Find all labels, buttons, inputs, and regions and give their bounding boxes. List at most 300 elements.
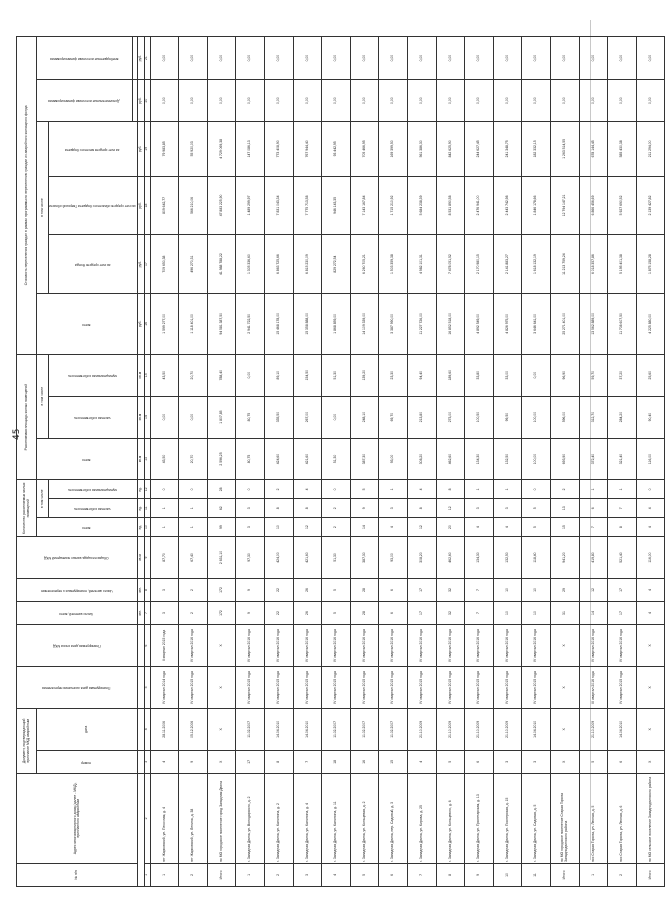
total-row-cell: X	[550, 666, 579, 708]
table-row-cell: 80,75	[236, 396, 265, 438]
table-row-cell: 12	[293, 518, 322, 537]
table-row-cell: 9	[465, 863, 494, 886]
header-count-municipal: муниципальная собственность	[49, 480, 138, 499]
table-row-cell: 0,00	[522, 37, 551, 80]
table-row-cell: г. Западная Двина, ул. Калинина, д. 2	[265, 773, 294, 863]
table-row-cell: 33,00	[493, 354, 522, 396]
table-row-cell: 0,00	[179, 80, 208, 122]
table-row-cell: 3 387 990,00	[379, 293, 408, 354]
table-row-cell: г. Западная Двина, ул. Садовая, д. 5	[522, 773, 551, 863]
column-number-row-cell: 20	[144, 80, 150, 122]
total-row-cell: 41 988 788,22	[207, 235, 236, 294]
table-row-cell: г. Западная Двина, ул. Кирова, д. 25	[407, 773, 436, 863]
table-row-cell: 10	[522, 602, 551, 625]
table-row-cell: 8	[608, 518, 637, 537]
table-row	[522, 37, 551, 887]
total-row-cell: по МО городское поселение город Западная Двина	[207, 773, 236, 863]
header-area-incl: в том числе	[37, 354, 49, 438]
table-row-cell: 1	[493, 480, 522, 499]
table-row-cell: 678 144,45	[579, 122, 608, 176]
header-residents-planned: Число жителей, планируемых к переселению	[17, 578, 138, 601]
table-row-cell: IV квартал 2015 года	[322, 666, 351, 708]
table-row	[265, 37, 294, 887]
total-row-cell: 13	[550, 499, 579, 518]
unit-cell: кв.м	[138, 438, 144, 480]
table-row-cell: 1	[465, 480, 494, 499]
table-row-cell: 15 358 888,00	[293, 293, 322, 354]
table-row-cell: 9	[350, 499, 379, 518]
table-row-cell: IV квартал 2016 года	[493, 625, 522, 667]
table-row-cell: 5	[436, 750, 465, 773]
table-row-cell: 2 476 941,00	[465, 176, 494, 235]
table-row-cell: 3	[465, 499, 494, 518]
table-row-cell: 8	[265, 750, 294, 773]
table-row-cell: IV квартал 2015 года	[265, 666, 294, 708]
table-row-cell: 566 210,06	[179, 176, 208, 235]
table-row-cell: 69,70	[379, 396, 408, 438]
table-row-cell: 1	[608, 480, 637, 499]
column-number-row-cell: 17	[144, 235, 150, 294]
table-header	[17, 37, 138, 887]
header-residents: Число жителей, всего	[17, 602, 138, 625]
table-row-cell: 1 868 859,00	[322, 293, 351, 354]
table-row-cell: 421,60	[293, 438, 322, 480]
unit-cell: кв.м	[138, 537, 144, 579]
table-row-cell: 9	[236, 602, 265, 625]
table-row	[407, 37, 436, 887]
header-premises-area: Расселяемая площадь жилых помещений	[17, 354, 37, 480]
table-row-cell: 20,70	[179, 438, 208, 480]
table-row-cell: 0,00	[322, 37, 351, 80]
header-area-sum: всего	[37, 438, 138, 480]
table-row-cell: 79 983,85	[150, 122, 179, 176]
rotated-page-area	[16, 36, 652, 887]
table-row-cell: 0,00	[150, 80, 179, 122]
total-row-cell: 0,00	[207, 37, 236, 80]
total-row-cell: 1 263 514,55	[550, 122, 579, 176]
table-row-cell: 20,70	[179, 354, 208, 396]
table-row-cell: 87,70	[150, 537, 179, 579]
table-row-cell: 21.10.2009	[436, 708, 465, 750]
table-row-cell: 0,00	[265, 80, 294, 122]
table-row	[465, 37, 494, 887]
table-row-cell: 134,30	[465, 438, 494, 480]
table-row-cell: 1	[150, 863, 179, 886]
table-row	[322, 37, 351, 887]
table-row-cell: 14.04.2010	[265, 708, 294, 750]
total-row-cell: X	[207, 625, 236, 667]
total-row	[207, 37, 236, 887]
table-row-cell: 6 815 230,09	[293, 235, 322, 294]
table-row-cell: 93 442,95	[322, 122, 351, 176]
table-row-cell: 0	[179, 480, 208, 499]
table-row-cell: IV квартал 2016 года	[350, 625, 379, 667]
total-row-cell: 47 883 225,90	[207, 176, 236, 235]
table-row-cell: г. Западная Двина, ул. Кольцевого, д. 6	[436, 773, 465, 863]
total-row-cell: 4 225 880,00	[636, 293, 665, 354]
table-row	[379, 37, 408, 887]
table-row-cell: 5	[522, 518, 551, 537]
header-address: Адрес многоквартирного дома (далее - МКД), признанного аварийным	[17, 773, 138, 863]
table-row-cell: пос Старая Торопа, ул. Лесная, д. 6	[608, 773, 637, 863]
column-number-row-cell: 8	[144, 578, 150, 601]
table-row-cell: 0,00	[293, 37, 322, 80]
table-row-cell: 0,00	[465, 80, 494, 122]
table-row-cell: 248,10	[350, 396, 379, 438]
table-row-cell: 94,40	[407, 354, 436, 396]
table-row-cell: 6	[379, 863, 408, 886]
table-row-cell: 28	[350, 602, 379, 625]
table-row-cell: 5	[322, 602, 351, 625]
table-row	[350, 37, 379, 887]
header-count-incl: в том числе	[37, 480, 49, 518]
total-row-cell: 0,00	[636, 80, 665, 122]
table-row-cell: 7 143 167,84	[350, 176, 379, 235]
table-row-cell: 308,20	[407, 438, 436, 480]
table-row-cell: 59,70	[579, 354, 608, 396]
total-row-cell: X	[207, 708, 236, 750]
column-number-row-cell: 16	[144, 293, 150, 354]
table-row-cell: 22	[265, 578, 294, 601]
table-row-cell: II квартал 2015 года	[150, 625, 179, 667]
table-row-cell: 134,30	[465, 537, 494, 579]
table-row-cell: 213,80	[407, 396, 436, 438]
total-row-cell: 4	[636, 602, 665, 625]
table-row-cell: 7	[465, 578, 494, 601]
header-doc-number: номер	[37, 750, 138, 773]
table-row-cell: 387,30	[350, 438, 379, 480]
header-area-private: частная собственность	[49, 396, 138, 438]
table-row-cell: 2	[265, 863, 294, 886]
table-row-cell: 312,70	[579, 396, 608, 438]
table-row-cell: 10	[493, 578, 522, 601]
table-row-cell: 93,00	[379, 438, 408, 480]
table-row-cell: 23,30	[379, 354, 408, 396]
table-row-cell: IV квартал 2015 года	[436, 666, 465, 708]
total-row-cell: X	[550, 750, 579, 773]
total-row-cell: 4	[636, 518, 665, 537]
table-row-cell: г. Западная Двина, ул. Пионерская, д. 15	[493, 773, 522, 863]
table-row-cell: 6	[465, 750, 494, 773]
table-row-cell: 0	[150, 480, 179, 499]
table-row-cell: 0,00	[322, 80, 351, 122]
table-row-cell: 0,00	[179, 37, 208, 80]
table-row-cell: 1	[150, 499, 179, 518]
table-row-cell: 6 260 705,21	[350, 235, 379, 294]
table-row-cell: 0,00	[493, 80, 522, 122]
table-row-cell: 4 826 975,00	[493, 293, 522, 354]
table-row-cell: IV квартал 2016 года	[608, 625, 637, 667]
table-row-cell: 7 775 713,58	[293, 176, 322, 235]
header-area-municipal: муниципальная собственность	[49, 354, 138, 396]
column-number-row-cell: 1	[144, 863, 150, 886]
table-row-cell: 1 618 132,19	[522, 235, 551, 294]
table-row-cell: г. Западная Двина, пер. Садовый, д. 3	[379, 773, 408, 863]
table-row-cell: 0,00	[493, 37, 522, 80]
table-row-cell: 12	[579, 578, 608, 601]
header-count-total: всего	[37, 518, 138, 537]
total-row-cell: 116,00	[636, 438, 665, 480]
table-row-cell: 26	[293, 602, 322, 625]
header-area-total: Общая площадь жилых помещений МКД	[17, 537, 138, 579]
column-number-row-cell: 14	[144, 396, 150, 438]
table-row-cell: 0,00	[436, 80, 465, 122]
total-row-cell: 4	[636, 499, 665, 518]
table-row-cell: 14	[350, 518, 379, 537]
header-cost-total: всего	[37, 293, 138, 354]
table-row-cell: 1	[579, 863, 608, 886]
table-row-cell: 17	[608, 602, 637, 625]
total-row-cell: 62	[207, 499, 236, 518]
table-row-cell: 2	[179, 863, 208, 886]
table-row-cell: 3	[236, 518, 265, 537]
total-row	[550, 37, 579, 887]
table-row-cell: 5 927 690,52	[608, 176, 637, 235]
table-row-cell: 132,50	[493, 537, 522, 579]
table-row-cell: 55 920,03	[179, 122, 208, 176]
table-row	[436, 37, 465, 887]
table-row-cell: г. Западная Двина, ул. Калинина, д. 4	[293, 773, 322, 863]
table-row-cell: 10	[493, 863, 522, 886]
table-row-cell: 189,60	[436, 354, 465, 396]
table-row-cell: 2 941 722,50	[236, 293, 265, 354]
table-row-cell: 0,00	[179, 396, 208, 438]
unit-cell: ед.	[138, 518, 144, 537]
total-row-cell: 0,00	[550, 37, 579, 80]
total-row-cell: 0,00	[550, 80, 579, 122]
table-row-cell: IV квартал 2015 года	[379, 666, 408, 708]
total-row-cell: X	[550, 625, 579, 667]
column-number-row-cell: 21	[144, 37, 150, 80]
table-row-cell: 3	[150, 602, 179, 625]
table-row-cell: IV квартал 2016 года	[379, 625, 408, 667]
table-row-cell: IV квартал 2016 года	[465, 625, 494, 667]
column-number-row-cell: 3	[144, 750, 150, 773]
column-number-row-cell: 4	[144, 708, 150, 750]
table-row-cell: 0,00	[322, 396, 351, 438]
table-row-cell: 43,50	[150, 354, 179, 396]
table-row-cell: IV квартал 2016 года	[322, 625, 351, 667]
unit-cell: руб.	[138, 235, 144, 294]
table-row-cell: 3	[493, 750, 522, 773]
table-row-cell: 14.04.2010	[293, 708, 322, 750]
table-row-cell: 7	[608, 499, 637, 518]
table-row-cell: 496 270,31	[179, 235, 208, 294]
table-row-cell: 16	[350, 750, 379, 773]
table-row-cell: IV квартал 2015 года	[608, 666, 637, 708]
table-row-cell: пгт Жарковский, ул. Ленина, д. 38	[179, 773, 208, 863]
total-row-cell: 28	[207, 480, 236, 499]
table-row-cell: 2	[179, 578, 208, 601]
table-row-cell: 17	[407, 578, 436, 601]
table-row-cell: IV квартал 2016 года	[407, 625, 436, 667]
table-row-cell: 8	[407, 499, 436, 518]
total-row-cell: 172	[207, 602, 236, 625]
header-num: № п/п	[17, 863, 138, 886]
table-row-cell: 0,00	[150, 396, 179, 438]
table-row-cell: IV квартал 2015 года	[493, 666, 522, 708]
total-row-cell: Итого	[636, 863, 665, 886]
table-row-cell: 709 650,38	[150, 235, 179, 294]
table-row-cell: 0,00	[350, 80, 379, 122]
unit-cell: чел.	[138, 602, 144, 625]
table-row-cell: 585 430,38	[608, 122, 637, 176]
header-fund: за счет средств Фонда	[49, 235, 138, 294]
table-row	[493, 37, 522, 887]
table-row-cell: IV квартал 2016 года	[265, 625, 294, 667]
table-row-cell: 6 018 357,86	[579, 235, 608, 294]
total-row-cell: 25 271 401,00	[550, 293, 579, 354]
column-number-row-cell: 2	[144, 773, 150, 863]
header-extra-footnote: внебюджетные источники финансирования	[37, 37, 133, 80]
table-row-cell: 1 489 299,97	[236, 176, 265, 235]
table-row-cell: 154,50	[293, 354, 322, 396]
table-row-cell: 51,30	[322, 354, 351, 396]
table-row-cell: 132,50	[493, 438, 522, 480]
table-row-cell: 7 831 043,34	[265, 176, 294, 235]
table-row-cell: 2	[322, 499, 351, 518]
table-row-cell: 32	[436, 578, 465, 601]
table-body	[150, 37, 665, 887]
header-planned-resettlement: Планируемая дата окончания переселения	[17, 666, 138, 708]
table-row-cell: 2 443 742,98	[493, 176, 522, 235]
total-row-cell: 2 596,25	[207, 438, 236, 480]
total-row-cell: 25,60	[636, 354, 665, 396]
table-row-cell: 26	[293, 578, 322, 601]
table-row-cell: 424,00	[265, 537, 294, 579]
table-row-cell: 0,00	[379, 80, 408, 122]
total-row-cell: 693,90	[550, 438, 579, 480]
table-row-cell: 8	[293, 499, 322, 518]
table-row-cell: 5	[350, 480, 379, 499]
table-row-cell: 4 892 549,00	[465, 293, 494, 354]
table-row-cell: 2	[322, 518, 351, 537]
table-row-cell: 3	[379, 499, 408, 518]
table-row-cell: г. Западная Двина, ул. Калинина, д. 11	[322, 773, 351, 863]
table-row-cell: 51,30	[322, 537, 351, 579]
total-row-cell: 90,40	[636, 396, 665, 438]
table-row-cell: 11.02.2007	[236, 708, 265, 750]
table-row-cell: 6	[379, 602, 408, 625]
table-row	[293, 37, 322, 887]
table-row-cell: 4	[407, 480, 436, 499]
table-row-cell: г. Западная Двина, ул. Пролетарская, д. 13	[465, 773, 494, 863]
total-row-cell: 1 875 158,28	[636, 235, 665, 294]
total-row-cell: 596,00	[550, 396, 579, 438]
total-row-cell: по МО городское поселение Старая Торопа Западнодвинского района	[550, 773, 579, 863]
table-row-cell: 67,40	[179, 537, 208, 579]
unit-cell: руб.	[138, 37, 144, 80]
table-row-cell: 5	[579, 750, 608, 773]
total-row-cell: X	[207, 666, 236, 708]
table-row	[608, 37, 637, 887]
table-row-cell: 0,00	[465, 37, 494, 80]
table-row-cell: 37,20	[608, 354, 637, 396]
table-row-cell: 21.10.2009	[493, 708, 522, 750]
table-row	[179, 37, 208, 887]
table-row-cell: 14 109 339,00	[350, 293, 379, 354]
table-row-cell: 28.11.2006	[150, 708, 179, 750]
total-row-cell: 11 213 759,24	[550, 235, 579, 294]
table-row-cell: 0,00	[293, 80, 322, 122]
table-row-cell: 10	[265, 518, 294, 537]
table-row-cell: 561 386,30	[407, 122, 436, 176]
total-row-cell: 29	[550, 578, 579, 601]
table-row-cell: 0,00	[236, 80, 265, 122]
table-row-cell: 11.02.2007	[379, 708, 408, 750]
header-premises-count: Количество расселяемых жилых помещений	[17, 480, 37, 537]
table-row-cell: 842 625,90	[436, 122, 465, 176]
column-number-row-cell: 13	[144, 438, 150, 480]
table-row-cell: 0,00	[379, 37, 408, 80]
unit-cell: руб.	[138, 293, 144, 354]
table-row-cell: 2	[179, 602, 208, 625]
table-row-cell: 0,00	[407, 37, 436, 80]
table-row-cell: 1	[579, 480, 608, 499]
table-row-cell: 28	[350, 578, 379, 601]
total-row	[636, 37, 665, 887]
table-row-cell: 1	[179, 518, 208, 537]
total-row-cell: Итого	[550, 863, 579, 886]
total-row-cell: 15	[550, 518, 579, 537]
table-row-cell: 14.04.2010	[522, 708, 551, 750]
table-row-cell: 5	[522, 499, 551, 518]
table-row-cell: 421,60	[293, 537, 322, 579]
total-row-cell: 2 139 427,82	[636, 176, 665, 235]
table-row-cell: 12	[407, 518, 436, 537]
total-row-cell: 99	[207, 518, 236, 537]
table-row-cell: 284,20	[608, 396, 637, 438]
table-row-cell: 3	[293, 863, 322, 886]
table-row-cell: 0,00	[608, 80, 637, 122]
table-row-cell: 12	[436, 499, 465, 518]
total-row-cell: X	[207, 750, 236, 773]
table-row-cell: 9	[236, 578, 265, 601]
total-row-cell: 788,40	[207, 354, 236, 396]
total-row-cell: X	[636, 750, 665, 773]
table-row-cell: IV квартал 2015 года	[465, 666, 494, 708]
table-row-cell: IV квартал 2015 года	[179, 666, 208, 708]
table-row-cell: 1	[236, 863, 265, 886]
column-number-row-cell: 9	[144, 537, 150, 579]
table-row-cell: 0,00	[436, 37, 465, 80]
table-row-cell: 321,40	[608, 438, 637, 480]
total-row-cell: Итого	[207, 863, 236, 886]
table-row-cell: 5	[322, 578, 351, 601]
table-row-cell: 93,00	[379, 537, 408, 579]
table-row-cell: 3 646 641,00	[522, 293, 551, 354]
table-row-cell: 147 086,13	[236, 122, 265, 176]
table-row-cell: 100,00	[522, 438, 551, 480]
table-row-cell: 0,00	[579, 37, 608, 80]
table-row-cell: 89,10	[265, 354, 294, 396]
table-row-cell: 387,30	[350, 537, 379, 579]
column-number-row-cell: 19	[144, 122, 150, 176]
table-row-cell: 3	[522, 750, 551, 773]
rotated-table-wrapper	[16, 36, 652, 887]
table-row-cell: 169 399,50	[379, 122, 408, 176]
column-number-row-cell: 6	[144, 625, 150, 667]
table-row-cell: г. Западная Двина, ул. Володарского, д. 2	[236, 773, 265, 863]
total-row-cell: 941,20	[550, 537, 579, 579]
table-row-cell: 1 305 336,60	[236, 235, 265, 294]
table-row-cell: 308,20	[407, 537, 436, 579]
total-row-cell: X	[636, 625, 665, 667]
table-row-cell: 17	[608, 578, 637, 601]
table-row-cell: 8	[436, 480, 465, 499]
table-row-cell: IV квартал 2016 года	[579, 625, 608, 667]
table-row-cell: 5	[350, 863, 379, 886]
